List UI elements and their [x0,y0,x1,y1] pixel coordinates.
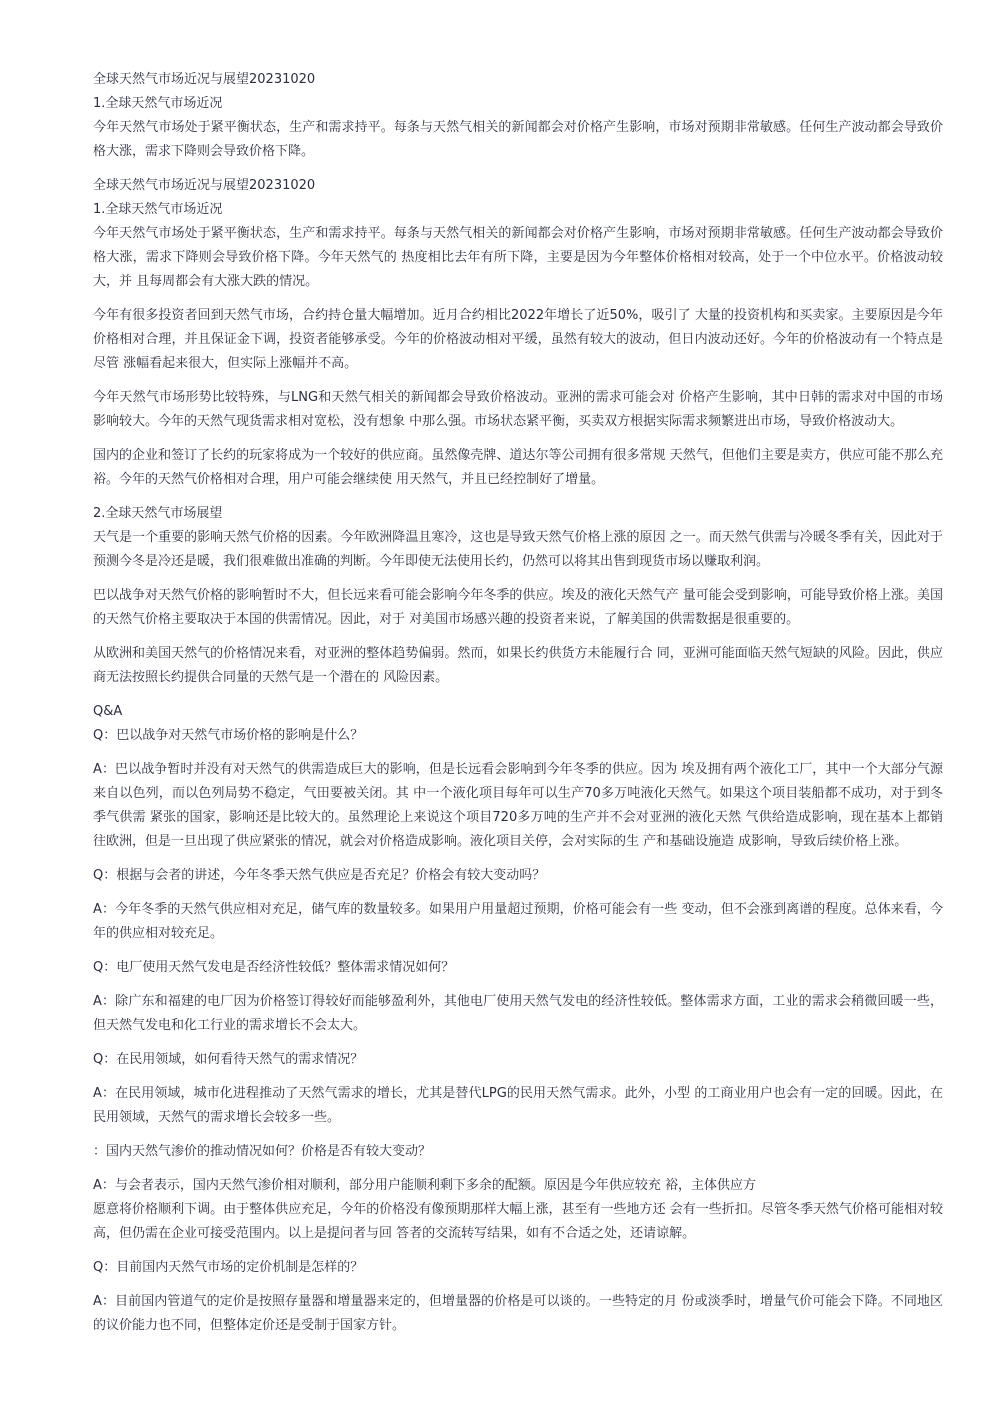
question: Q：目前国内天然气市场的定价机制是怎样的？ [93,1260,364,1275]
paragraph: 国内的企业和签订了长约的玩家将成为一个较好的供应商。虽然像壳牌、道达尔等公司拥有很多常规 天然气，但他们主要是卖方，供应可能不那么充裕。今年的天然气价格相对合理，用户可能会继续使 用天然气，并且已经控制好了增量。 [93,448,943,487]
qa-heading: Q&A [93,704,123,719]
paragraph: 今年天然气市场处于紧平衡状态，生产和需求持平。每条与天然气相关的新闻都会对价格产生影响，市场对预期非常敏感。任何生产波动都会导致价格大涨，需求下降则会导致价格下降。 [93,120,943,159]
answer: A：在民用领域，城市化进程推动了天然气需求的增长，尤其是替代LPG的民用天然气需求。此外，小型 的工商业用户也会有一定的回暖。因此，在民用领域，天然气的需求增长会较多一些。 [93,1086,943,1125]
section-heading: 1.全球天然气市场近况 [93,202,223,217]
section-heading: 1.全球天然气市场近况 [93,96,223,111]
question: Q：在民用领域，如何看待天然气的需求情况？ [93,1052,364,1067]
answer: A：目前国内管道气的定价是按照存量器和增量器来定的，但增量器的价格是可以谈的。一些特定的月 份或淡季时，增量气价可能会下降。不同地区的议价能力也不同，但整体定价还是受制于国家方针。 [93,1294,943,1333]
document-title: 全球天然气市场近况与展望20231020 [93,178,316,193]
question: Q：电厂使用天然气发电是否经济性较低？整体需求情况如何？ [93,960,455,975]
question: Q：根据与会者的讲述，今年冬季天然气供应是否充足？价格会有较大变动吗？ [93,868,546,883]
answer: A：今年冬季的天然气供应相对充足，储气库的数量较多。如果用户用量超过预期，价格可能会有一些 变动，但不会涨到离谱的程度。总体来看，今年的供应相对较充足。 [93,902,943,941]
question: ：国内天然气渗价的推动情况如何？价格是否有较大变动？ [93,1144,432,1159]
paragraph: 愿意将价格顺利下调。由于整体供应充足，今年的价格没有像预期那样大幅上涨，甚至有一些地方还 会有一些折扣。尽管冬季天然气价格可能相对较高，但仍需在企业可接受范围内。以上是提问者与回 答者的交流转写结果，如有不合适之处，还请谅解。 [93,1202,943,1241]
text-line: A：与会者表示，国内天然气渗价相对顺利，部分用户能顺利剩下多余的配额。原因是今年供应较充 裕，主体供应方 [93,1178,757,1193]
paragraph: 天气是一个重要的影响天然气价格的因素。今年欧洲降温且寒冷，这也是导致天然气价格上涨的原因 之一。而天然气供需与冷暖冬季有关，因此对于预测今冬是冷还是暖，我们很难做出准确的判断。今年即使无法使用长约，仍然可以将其出售到现货市场以赚取利润。 [93,530,943,569]
paragraph: 今年有很多投资者回到天然气市场，合约持仓量大幅增加。近月合约相比2022年增长了近50%，吸引了 大量的投资机构和买卖家。主要原因是今年价格相对合理，并且保证金下调，投资者能够承受。今年的价格波动相对平缓，虽然有较大的波动，但日内波动还好。今年的价格波动有一个特点是尽管 涨幅看起来很大，但实际上涨幅并不高。 [93,308,943,371]
paragraph: 今年天然气市场处于紧平衡状态，生产和需求持平。每条与天然气相关的新闻都会对价格产生影响，市场对预期非常敏感。任何生产波动都会导致价格大涨，需求下降则会导致价格下降。今年天然气的 热度相比去年有所下降，主要是因为今年整体价格相对较高，处于一个中位水平。价格波动较大，并 且每周都会有大涨大跌的情况。 [93,226,943,289]
paragraph: 巴以战争对天然气价格的影响暂时不大，但长远来看可能会影响今年冬季的供应。埃及的液化天然气产 量可能会受到影响，可能导致价格上涨。美国的天然气价格主要取决于本国的供需情况。因此，对于 对美国市场感兴趣的投资者来说，了解美国的供需数据是很重要的。 [93,588,943,627]
paragraph: 从欧洲和美国天然气的价格情况来看，对亚洲的整体趋势偏弱。然而，如果长约供货方未能履行合 同，亚洲可能面临天然气短缺的风险。因此，供应商无法按照长约提供合同量的天然气是一个潜在的 风险因素。 [93,646,943,685]
document-title: 全球天然气市场近况与展望20231020 [93,72,316,87]
answer: A：巴以战争暂时并没有对天然气的供需造成巨大的影响，但是长远看会影响到今年冬季的供应。因为 埃及拥有两个液化工厂，其中一个大部分气源来自以色列，而以色列局势不稳定，气田要被关闭。其 中一个液化项目每年可以生产70多万吨液化天然气。如果这个项目装船都不成功，对于到冬季气供需 紧张的国家，影响还是比较大的。虽然理论上来说这个项目720多万吨的生产并不会对亚洲的液化天然 气供给造成影响，现在基本上都销往欧洲，但是一旦出现了供应紧张的情况，就会对价格造成影响。液化项目关停，会对实际的生 产和基础设施造 成影响，导致后续价格上涨。 [93,762,943,849]
question: Q：巴以战争对天然气市场价格的影响是什么？ [93,728,364,743]
answer: A：除广东和福建的电厂因为价格签订得较好而能够盈利外，其他电厂使用天然气发电的经济性较低。整体需求方面，工业的需求会稍微回暖一些，但天然气发电和化工行业的需求增长不会太大。 [93,994,943,1033]
document-body [93,68,943,1348]
section-heading: 2.全球天然气市场展望 [93,506,223,521]
paragraph: 今年天然气市场形势比较特殊，与LNG和天然气相关的新闻都会导致价格波动。亚洲的需求可能会对 价格产生影响，其中日韩的需求对中国的市场影响较大。今年的天然气现货需求相对宽松，没有想象 中那么强。市场状态紧平衡，买卖双方根据实际需求频繁进出市场，导致价格波动大。 [93,390,943,429]
